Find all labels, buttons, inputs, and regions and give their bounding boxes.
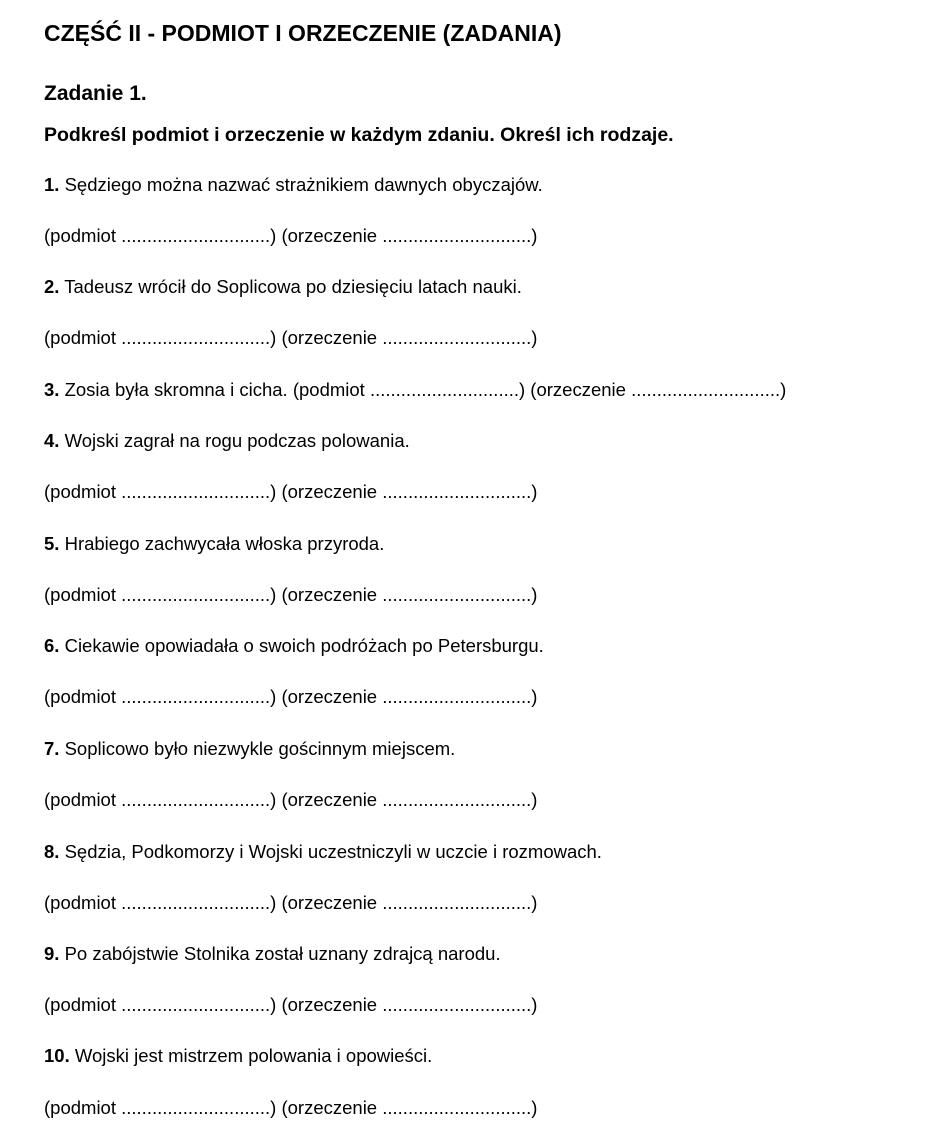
answer-line-1: (podmiot .............................) (orzeczenie .............................) (44, 225, 538, 246)
answer-line-7: (podmiot .............................) (orzeczenie .............................) (44, 789, 538, 810)
item-sentence: Sędzia, Podkomorzy i Wojski uczestniczyli w uczcie i rozmowach. (59, 841, 602, 862)
item-number: 1. (44, 174, 60, 195)
answer-line-5: (podmiot .............................) (orzeczenie .............................) (44, 584, 538, 605)
item-sentence: Sędziego można nazwać strażnikiem dawnych obyczajów. (59, 174, 543, 195)
exercise-item-10 (44, 1045, 432, 1067)
answer-line-2: (podmiot .............................) (orzeczenie .............................) (44, 327, 538, 348)
item-number: 8. (44, 841, 60, 862)
item-sentence: Wojski jest mistrzem polowania i opowieści. (69, 1045, 433, 1066)
item-sentence: Zosia była skromna i cicha. (podmiot .............................) (orzeczenie .............................) (59, 379, 787, 400)
item-number: 6. (44, 635, 60, 656)
item-sentence: Soplicowo było niezwykle gościnnym miejscem. (59, 738, 456, 759)
item-number: 5. (44, 533, 60, 554)
exercise-item-3 (44, 379, 786, 401)
page-title: CZĘŚĆ II - PODMIOT I ORZECZENIE (ZADANIA) (44, 20, 562, 46)
exercise-item-1 (44, 174, 543, 196)
item-sentence: Ciekawie opowiadała o swoich podróżach po Petersburgu. (59, 635, 544, 656)
exercise-item-2 (44, 276, 522, 298)
item-sentence: Tadeusz wrócił do Soplicowa po dziesięciu latach nauki. (59, 276, 522, 297)
task-instruction: Podkreśl podmiot i orzeczenie w każdym zdaniu. Określ ich rodzaje. (44, 124, 674, 146)
task-heading: Zadanie 1. (44, 82, 147, 105)
item-sentence: Po zabójstwie Stolnika został uznany zdrajcą narodu. (59, 943, 501, 964)
item-sentence: Wojski zagrał na rogu podczas polowania. (59, 430, 410, 451)
item-number: 10. (44, 1045, 70, 1066)
item-number: 9. (44, 943, 60, 964)
exercise-item-9 (44, 943, 501, 965)
exercise-item-5 (44, 533, 384, 555)
answer-line-6: (podmiot .............................) (orzeczenie .............................) (44, 686, 538, 707)
item-number: 3. (44, 379, 60, 400)
answer-line-8: (podmiot .............................) (orzeczenie .............................) (44, 892, 538, 913)
answer-line-4: (podmiot .............................) (orzeczenie .............................) (44, 481, 538, 502)
answer-line-9: (podmiot .............................) (orzeczenie .............................) (44, 994, 538, 1015)
exercise-item-7 (44, 738, 455, 760)
item-number: 4. (44, 430, 60, 451)
item-number: 2. (44, 276, 60, 297)
exercise-item-8 (44, 841, 602, 863)
answer-line-10: (podmiot .............................) (orzeczenie .............................) (44, 1097, 538, 1118)
item-sentence: Hrabiego zachwycała włoska przyroda. (59, 533, 385, 554)
exercise-item-4 (44, 430, 410, 452)
exercise-item-6 (44, 635, 544, 657)
item-number: 7. (44, 738, 60, 759)
